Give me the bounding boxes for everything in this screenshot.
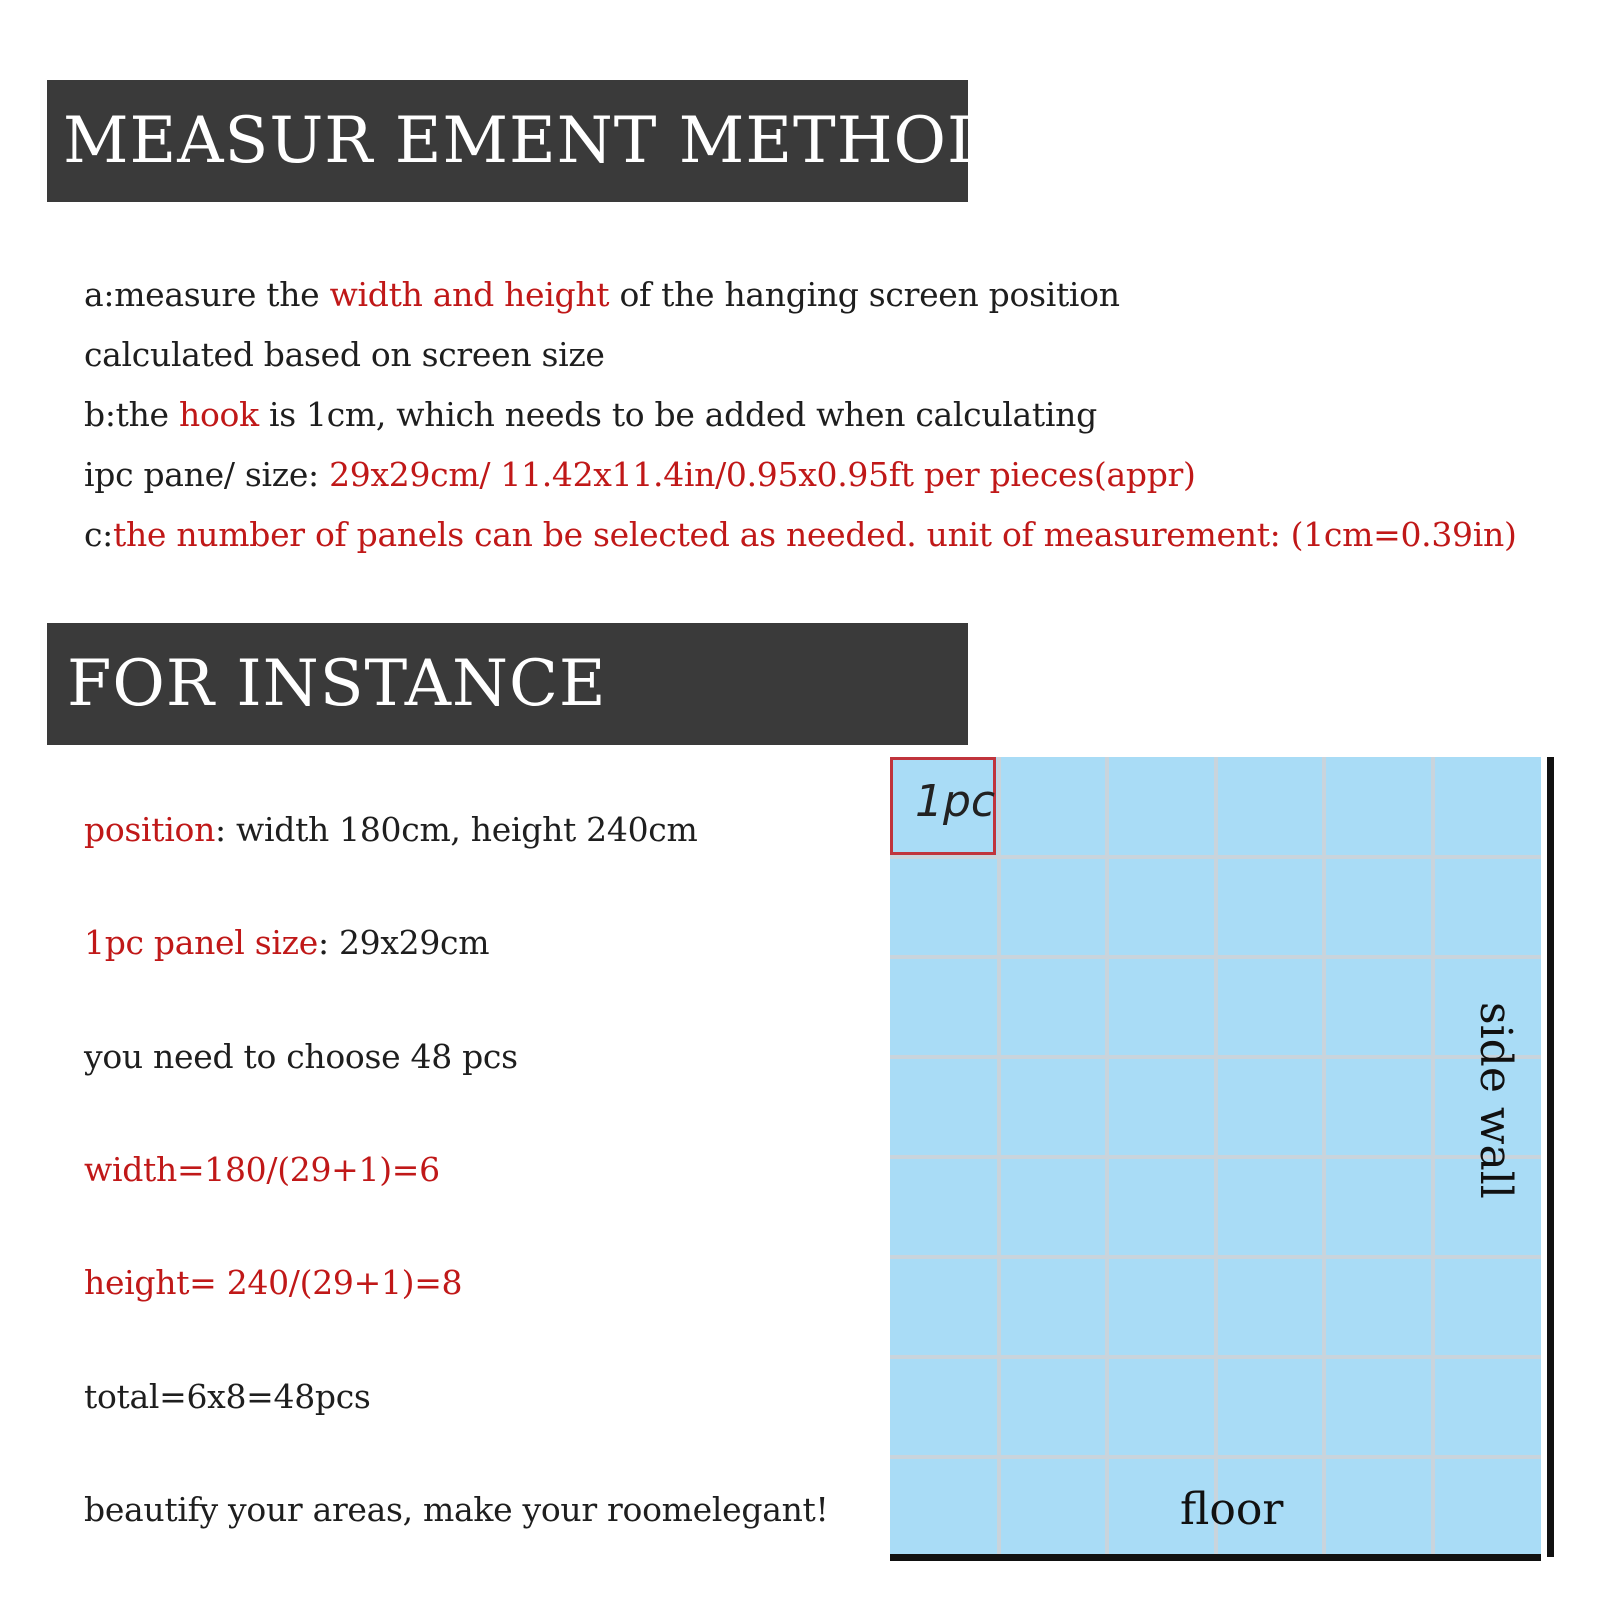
panel-size-prefix: ipc pane/ size: [84,455,330,494]
panel-size-text: : 29x29cm [317,923,490,962]
instruction-calc: calculated based on screen size [84,335,605,374]
side-wall-label: side wall [1470,1002,1521,1199]
instruction-a [84,275,1120,314]
instruction-a-prefix: a:measure the [84,275,330,314]
measurement-method-heading: MEASUR EMENT METHOD [47,80,968,202]
instruction-b-suffix: is 1cm, which needs to be added when calculating [258,395,1097,434]
for-instance-heading: FOR INSTANCE [47,623,968,745]
grid-row-divider [890,1155,1541,1159]
panel-grid-diagram [890,757,1541,1557]
floor-label: floor [1180,1484,1284,1535]
slogan: beautify your areas, make your roomelegant! [84,1490,829,1529]
position-label: position [84,810,216,849]
grid-row-divider [890,855,1541,859]
grid-row-divider [890,1255,1541,1259]
instruction-c [84,515,1517,554]
side-wall-line [1547,757,1554,1557]
grid-row-divider [890,1355,1541,1359]
width-calc: width=180/(29+1)=6 [84,1150,440,1189]
panel-grid [890,757,1541,1557]
grid-row-divider [890,1055,1541,1059]
pc-label: 1pc [915,776,996,827]
panel-size-line [84,455,1196,494]
position-line [84,810,697,849]
instruction-a-suffix: of the hanging screen position [609,275,1120,314]
instruction-c-prefix: c: [84,515,114,554]
instruction-b [84,395,1097,434]
grid-row-divider [890,1455,1541,1459]
single-panel-highlight [890,757,996,855]
instruction-a-highlight: width and height [329,275,610,314]
panel-size-highlight: 29x29cm/ 11.42x11.4in/0.95x0.95ft per pieces(appr) [329,455,1196,494]
panel-size-label: 1pc panel size [84,923,318,962]
instruction-c-highlight: the number of panels can be selected as needed. unit of measurement: (1cm=0.39in) [113,515,1517,554]
choose-line: you need to choose 48 pcs [84,1037,518,1076]
height-calc: height= 240/(29+1)=8 [84,1263,463,1302]
panel-size-example [84,923,489,962]
floor-line [890,1554,1541,1561]
instruction-b-highlight: hook [178,395,259,434]
total-line: total=6x8=48pcs [84,1377,371,1416]
instruction-b-prefix: b:the [84,395,179,434]
position-text: : width 180cm, height 240cm [215,810,698,849]
grid-row-divider [890,955,1541,959]
